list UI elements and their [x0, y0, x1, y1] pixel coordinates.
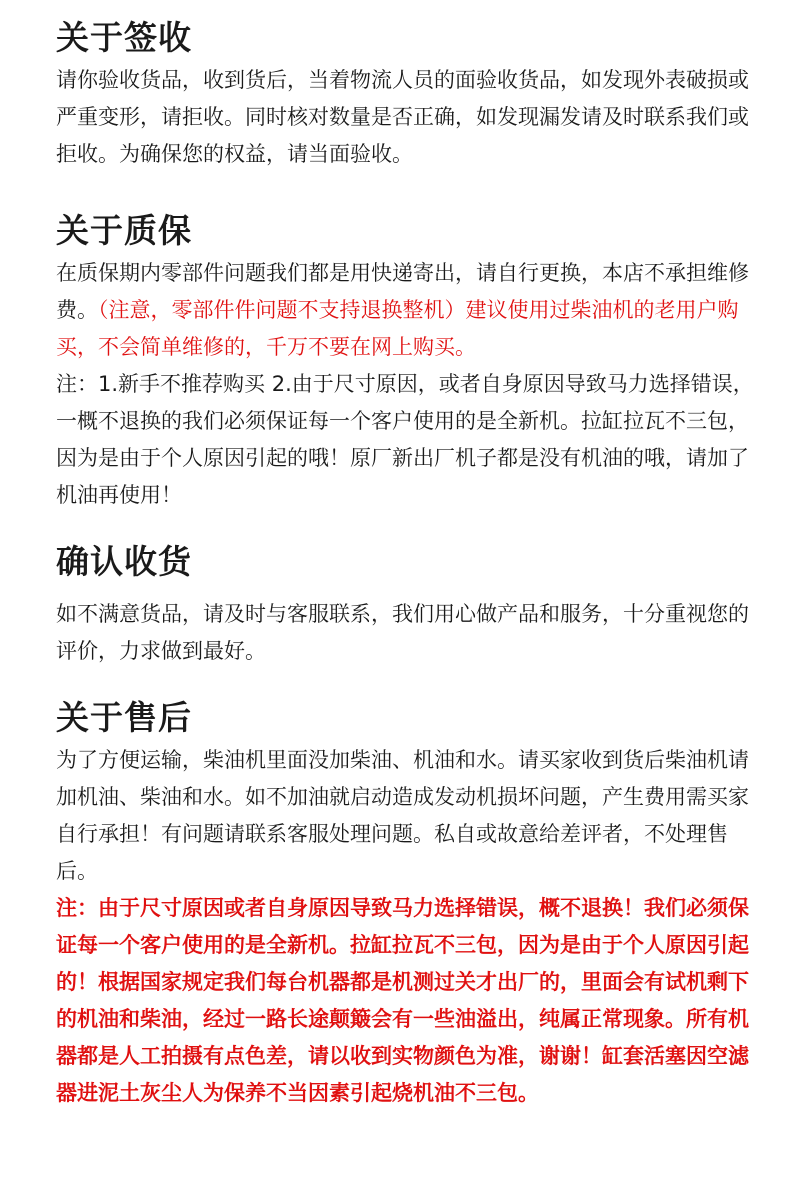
warranty-text	[56, 255, 756, 366]
warranty-note: 注：1.新手不推荐购买 2.由于尺寸原因，或者自身原因导致马力选择错误，一概不退换的我们必须保证每一个客户使用的是全新机。拉缸拉瓦不三包，因为是由于个人原因引起的哦！原厂新出厂机子都是没有机油的哦，请加了机油再使用！	[56, 372, 754, 507]
confirm-receipt-text: 如不满意货品，请及时与客服联系，我们用心做产品和服务，十分重视您的评价，力求做到最好。	[56, 602, 749, 663]
warranty-text-black: 在质保期内零部件问题我们都是用快递寄出，请自行更换，本店不承担维修费。	[56, 261, 749, 322]
section-after-sales	[56, 694, 790, 1112]
after-sales-note-red: 注：由于尺寸原因或者自身原因导致马力选择错误，概不退换！我们必须保证每一个客户使用的是全新机。拉缸拉瓦不三包，因为是由于个人原因引起的！根据国家规定我们每台机器都是机测过关才出厂的，里面会有试机剩下的机油和柴油，经过一路长途颠簸会有一些油溢出，纯属正常现象。所有机器都是人工拍摄有点色差，请以收到实物颜色为准，谢谢！缸套活塞因空滤器进泥土灰尘人为保养不当因素引起烧机油不三包。	[56, 896, 749, 1105]
after-sales-text: 为了方便运输，柴油机里面没加柴油、机油和水。请买家收到货后柴油机请加机油、柴油和水。如不加油就启动造成发动机损坏问题，产生费用需买家自行承担！有问题请联系客服处理问题。私自或故意给差评者，不处理售后。	[56, 748, 749, 883]
section-confirm-receipt	[56, 538, 790, 670]
section-title-warranty: 关于质保	[56, 211, 192, 250]
section-title-signing: 关于签收	[56, 18, 192, 57]
section-title-confirm-receipt: 确认收货	[56, 542, 192, 581]
section-warranty	[56, 207, 790, 514]
warranty-notice-red: （注意，零部件件问题不支持退换整机）建议使用过柴油机的老用户购买，不会简单维修的，千万不要在网上购买。	[56, 298, 739, 359]
signing-text: 请你验收货品，收到货后，当着物流人员的面验收货品，如发现外表破损或严重变形，请拒收。同时核对数量是否正确，如发现漏发请及时联系我们或拒收。为确保您的权益，请当面验收。	[56, 68, 749, 166]
section-signing	[56, 14, 790, 173]
section-title-after-sales: 关于售后	[56, 698, 192, 737]
